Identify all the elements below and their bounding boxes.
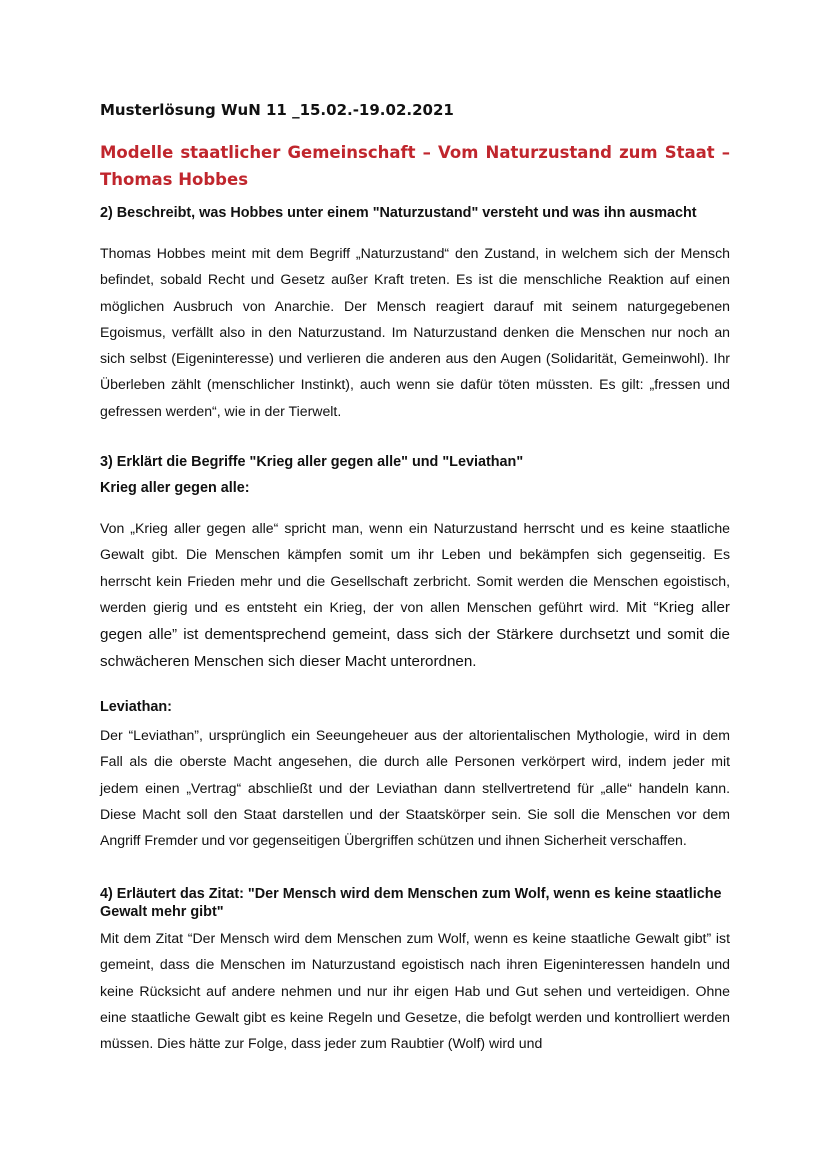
krieg-answer <box>100 515 730 676</box>
krieg-answer-part-2: Mit “Krieg aller gegen alle” ist dementsprechend gemeint, dass sich der Stärkere durchsetzt und somit die schwächeren Menschen sich dieser Macht unterordnen. <box>100 598 730 671</box>
document-title: Musterlösung WuN 11 _15.02.-19.02.2021 <box>100 101 454 119</box>
question-3-heading: 3) Erklärt die Begriffe "Krieg aller gegen alle" und "Leviathan" <box>100 454 524 470</box>
question-2-heading: 2) Beschreibt, was Hobbes unter einem "Naturzustand" versteht und was ihn ausmacht <box>100 205 697 221</box>
krieg-label: Krieg aller gegen alle: <box>100 480 250 496</box>
question-4-answer: Mit dem Zitat “Der Mensch wird dem Menschen zum Wolf, wenn es keine staatliche Gewalt gibt” ist gemeint, dass die Menschen im Naturzustand egoistisch nach ihren Eigeninteressen handeln und keine Rücksicht auf andere nehmen und nur ihr eigen Hab und Gut sehen und verteidigen. Ohne eine staatliche Gewalt gibt es keine Regeln und Gesetze, die befolgt werden und kontrolliert werden müssen. Dies hätte zur Folge, dass jeder zum Raubtier (Wolf) wird und <box>100 930 730 1052</box>
krieg-answer-part-1: Von „Krieg aller gegen alle“ spricht man, wenn ein Naturzustand herrscht und es keine staatliche Gewalt gibt. Die Menschen kämpfen somit um ihr Leben und bekämpfen sich gegenseitig. Es herrscht kein Frieden mehr und die Gesellschaft zerbricht. Somit werden die Menschen egoistisch, werden gierig und es entsteht ein Krieg, der von allen Menschen geführt wird. <box>100 520 730 615</box>
question-4-heading: 4) Erläutert das Zitat: "Der Mensch wird dem Menschen zum Wolf, wenn es keine staatliche Gewalt mehr gibt" <box>100 886 722 920</box>
leviathan-label: Leviathan: <box>100 699 172 715</box>
topic-heading: Modelle staatlicher Gemeinschaft – Vom Naturzustand zum Staat – Thomas Hobbes <box>100 143 730 189</box>
question-2-answer: Thomas Hobbes meint mit dem Begriff „Naturzustand“ den Zustand, in welchem sich der Mensch befindet, sobald Recht und Gesetz außer Kraft treten. Es ist die menschliche Reaktion auf einen möglichen Ausbruch von Anarchie. Der Mensch reagiert darauf mit seinem naturgegebenen Egoismus, verfällt also in den Naturzustand. Im Naturzustand denken die Menschen nur noch an sich selbst (Eigeninteresse) und verlieren die anderen aus den Augen (Solidarität, Gemeinwohl). Ihr Überleben zählt (menschlicher Instinkt), auch wenn sie dafür töten müssten. Es gilt: „fressen und gefressen werden“, wie in der Tierwelt. <box>100 245 730 419</box>
leviathan-answer: Der “Leviathan”, ursprünglich ein Seeungeheuer aus der altorientalischen Mythologie, wird in dem Fall als die oberste Macht angesehen, die durch alle Personen verkörpert wird, indem jeder mit jedem einen „Vertrag“ abschließt und der Leviathan dann stellvertretend für „alle“ handeln kann. Diese Macht soll den Staat darstellen und der Staatskörper sein. Sie soll die Menschen vor dem Angriff Fremder und vor gegenseitigen Übergriffen schützen und ihnen Sicherheit verschaffen. <box>100 727 730 849</box>
